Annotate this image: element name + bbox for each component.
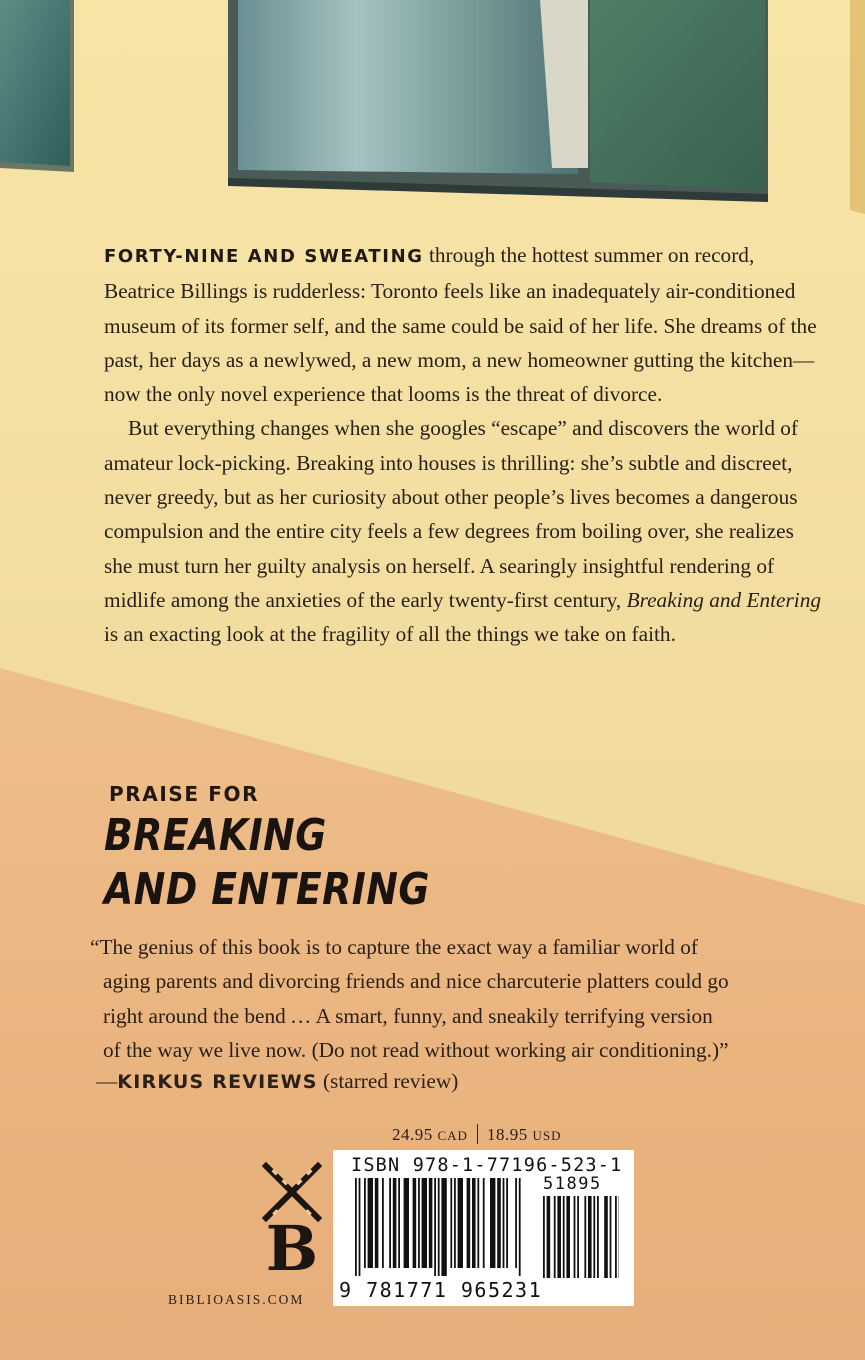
quote-line-4: of the way we live now. (Do not read without working air conditioning.)” [103,1037,729,1062]
logo-letter: B [265,1212,319,1276]
attribution-source: KIRKUS REVIEWS [117,1071,318,1093]
barcode-bar [503,1178,505,1268]
barcode-bar [483,1178,485,1268]
barcode-bar [389,1178,391,1268]
price-cad-amount: 24.95 [392,1125,433,1144]
quote-line-3: right around the bend … A smart, funny, and sneakily terrifying version [103,1003,713,1028]
price-label [392,1124,561,1145]
barcode-bar [547,1196,551,1278]
quote-line-2: aging parents and divorcing friends and nice charcuterie platters could go [103,969,729,994]
ean-digits: 9 781771 965231 [339,1278,543,1302]
barcode-bar [593,1196,595,1278]
description-paragraph-1-text: through the hottest summer on record, Beatrice Billings is rudderless: Toronto feels like an inadequately air-conditioned museum of its former self, and the same could be said of her life. She dreams of the past, her days as a newlywed, a new mom, a new homeowner gutting the kitchen—now the only novel experience that looms is the threat of divorce. [104,243,817,407]
praise-title-line-2: AND ENTERING [104,864,430,915]
barcode-bar [584,1196,586,1278]
description-paragraph-1 [104,238,824,411]
barcode-bar [588,1196,592,1278]
description-paragraph-2-start: But everything changes when she googles “escape” and discovers the world of amateur lock-picking. Breaking into houses is thrilling: she’s subtle and discreet, never greedy, but as her curiosity about other people’s lives becomes a dangerous compulsion and the entire city feels a few degrees from boiling over, she realizes she must turn her guilty analysis on herself. A searingly insightful rendering of midlife among the anxieties of the early twenty-first century, [104,416,799,612]
barcode-bar [438,1178,440,1276]
attribution-note: (starred review) [317,1069,459,1093]
barcode-bar [597,1196,599,1278]
barcode-bar [515,1178,517,1268]
barcode-bar [506,1178,508,1268]
barcode-bar [615,1196,617,1278]
barcode-bar [566,1196,570,1278]
barcode-bar [441,1178,446,1276]
book-description [104,238,824,652]
addon-barcode-bars [543,1196,619,1300]
barcode-bar [355,1178,357,1276]
barcode-bar [368,1178,373,1268]
review-attribution [96,1066,458,1097]
barcode-bar [497,1178,501,1268]
barcode-bar [574,1196,576,1278]
barcode-bar [477,1178,479,1268]
barcode-bar [458,1178,463,1268]
price-usd-amount: 18.95 [486,1125,528,1144]
barcode-bar [454,1178,456,1268]
barcode-bar [404,1178,409,1268]
barcode-bar [382,1178,384,1268]
barcode-bar [610,1196,612,1278]
barcode-bar [413,1178,417,1268]
barcode-bar [418,1178,420,1268]
barcode-bar [364,1178,366,1268]
barcode-addon-digits: 51895 [543,1174,602,1194]
barcode-bar [490,1178,495,1268]
review-quote [90,930,830,1067]
barcode-bar [375,1178,379,1268]
description-book-title: Breaking and Entering [626,587,821,612]
attribution-dash: — [96,1069,118,1093]
description-lead-caps: FORTY-NINE AND SWEATING [104,246,424,267]
barcode-bar [604,1196,608,1278]
barcode-bar [472,1178,476,1268]
barcode-bar [543,1196,545,1278]
barcode-bar [563,1196,565,1278]
publisher-website: BIBLIOASIS.COM [168,1292,305,1307]
barcode-bar [393,1178,397,1268]
isbn-text: ISBN 978-1-77196-523-1 [351,1155,623,1176]
price-divider [477,1124,478,1144]
barcode-bar [434,1178,436,1276]
quote-line-1: “The genius of this book is to capture the exact way a familiar world of [90,935,698,959]
windmill-logo-icon [258,1160,326,1276]
ean-barcode-bars [355,1178,537,1276]
barcode-bar [519,1178,521,1276]
praise-heading: PRAISE FOR [109,782,260,806]
barcode-bar [577,1196,579,1278]
barcode-bar [554,1196,556,1278]
barcode-bar [422,1178,427,1268]
praise-title-line-1: BREAKING [104,810,327,861]
price-cad-currency: CAD [437,1128,468,1143]
barcode-bar [398,1178,400,1268]
isbn-barcode [333,1150,634,1306]
description-paragraph-2 [104,411,824,651]
price-usd-currency: USD [532,1128,562,1143]
description-paragraph-2-end: is an exacting look at the fragility of all the things we take on faith. [104,622,676,647]
barcode-bar [359,1178,361,1276]
barcode-bar [450,1178,452,1268]
barcode-bar [467,1178,471,1268]
barcode-bar [429,1178,433,1268]
barcode-bar [557,1196,561,1278]
